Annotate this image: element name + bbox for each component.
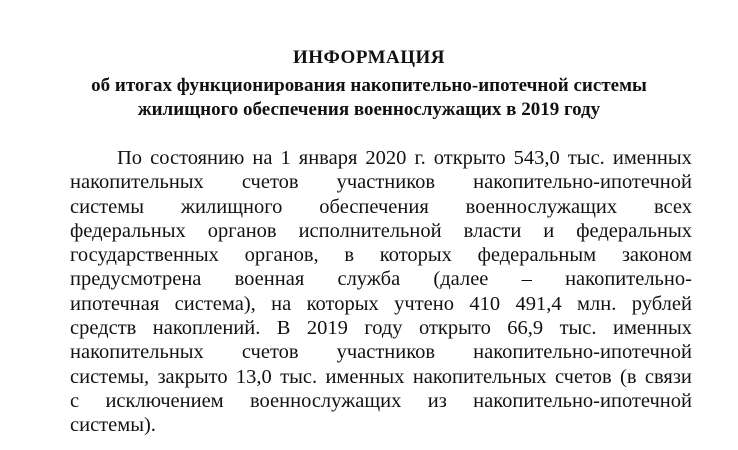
paragraph-word: с xyxy=(70,389,80,412)
paragraph-word: накопительных xyxy=(70,341,204,364)
paragraph-word: средств xyxy=(70,317,137,340)
paragraph-word: г. xyxy=(414,147,426,169)
paragraph-word: накопительно-ипотечной xyxy=(473,341,692,364)
paragraph-word: предусмотрена xyxy=(70,268,202,291)
paragraph-word: именных xyxy=(612,317,692,340)
paragraph-word: исключением xyxy=(105,389,224,412)
paragraph-word: и xyxy=(543,219,555,242)
paragraph-line xyxy=(70,340,692,364)
paragraph-word: накоплений. xyxy=(152,317,261,340)
paragraph-word: всех xyxy=(654,195,692,218)
paragraph-word: которых xyxy=(379,244,452,267)
paragraph-word: открыто xyxy=(418,317,491,340)
paragraph-word: 13,0 xyxy=(235,365,272,388)
paragraph-word: счетов xyxy=(554,365,612,388)
paragraph-word: участников xyxy=(336,171,436,194)
paragraph-word: 410 xyxy=(469,292,501,315)
paragraph-word: обеспечения xyxy=(319,195,429,218)
paragraph-word: федеральных xyxy=(576,219,692,242)
paragraph-word: в xyxy=(344,244,355,267)
paragraph-word: учтено xyxy=(394,292,454,315)
paragraph-word: законом xyxy=(621,244,692,267)
paragraph-word: рублей xyxy=(631,292,692,315)
paragraph-word: (далее xyxy=(433,268,489,291)
body-paragraph xyxy=(70,146,692,438)
paragraph-word: органов, xyxy=(244,244,319,267)
paragraph-line xyxy=(70,267,692,291)
paragraph-word: – xyxy=(521,268,532,291)
paragraph-word: системы). xyxy=(70,414,156,437)
paragraph-line xyxy=(70,146,692,170)
paragraph-line xyxy=(70,219,692,243)
paragraph-word: накопительных xyxy=(70,171,204,194)
document-title: ИНФОРМАЦИЯ xyxy=(292,47,446,68)
document-subtitle-line-2: жилищного обеспечения военнослужащих в 2019 году xyxy=(137,99,601,120)
paragraph-word: (в xyxy=(620,365,637,388)
paragraph-word: открыто xyxy=(433,147,506,169)
paragraph-word: накопительно- xyxy=(565,268,692,291)
paragraph-word: накопительно-ипотечной xyxy=(473,389,692,412)
paragraph-word: 2019 xyxy=(306,317,348,340)
paragraph-word: военная xyxy=(234,268,305,291)
paragraph-word: жилищного xyxy=(180,195,283,218)
paragraph-word: 66,9 xyxy=(507,317,544,340)
paragraph-word: на xyxy=(271,292,292,315)
paragraph-word: 491,4 xyxy=(515,292,562,315)
paragraph-word: 2020 xyxy=(365,147,407,169)
paragraph-word: 543,0 xyxy=(513,147,560,169)
paragraph-word: связи xyxy=(644,365,692,388)
paragraph-word: счетов xyxy=(241,341,299,364)
paragraph-line xyxy=(70,389,692,413)
paragraph-word: счетов xyxy=(241,171,299,194)
paragraph-line xyxy=(70,195,692,219)
paragraph-word: января xyxy=(298,147,358,169)
paragraph-word: По xyxy=(117,147,143,169)
paragraph-word: система), xyxy=(174,292,256,315)
paragraph-word: В xyxy=(276,317,291,340)
paragraph-word: государственных xyxy=(70,244,219,267)
paragraph-word: именных xyxy=(325,365,405,388)
paragraph-line xyxy=(70,243,692,267)
paragraph-word: военнослужащих xyxy=(249,389,402,412)
paragraph-line xyxy=(70,413,692,437)
paragraph-word: состоянию xyxy=(150,147,245,169)
paragraph-word: на xyxy=(252,147,273,169)
paragraph-word: тыс. xyxy=(567,147,605,169)
paragraph-word: 1 xyxy=(280,147,291,169)
paragraph-word: закрыто xyxy=(157,365,228,388)
paragraph-word: из xyxy=(427,389,447,412)
paragraph-line xyxy=(70,170,692,194)
paragraph-word: млн. xyxy=(577,292,617,315)
paragraph-word: которых xyxy=(306,292,379,315)
paragraph-word: федеральных xyxy=(70,219,186,242)
paragraph-line xyxy=(70,292,692,316)
paragraph-word: накопительных xyxy=(412,365,547,388)
paragraph-word: исполнительной xyxy=(298,219,442,242)
paragraph-word: ипотечная xyxy=(70,292,160,315)
paragraph-word: году xyxy=(364,317,403,340)
paragraph-word: служба xyxy=(337,268,401,291)
paragraph-word: тыс. xyxy=(280,365,318,388)
paragraph-word: военнослужащих xyxy=(465,195,618,218)
paragraph-word: власти xyxy=(463,219,522,242)
paragraph-word: органов xyxy=(207,219,277,242)
paragraph-word: системы xyxy=(70,195,144,218)
paragraph-word: участников xyxy=(336,341,436,364)
paragraph-word: тыс. xyxy=(559,317,597,340)
paragraph-word: накопительно-ипотечной xyxy=(473,171,692,194)
paragraph-word: системы, xyxy=(70,365,150,388)
paragraph-line xyxy=(70,316,692,340)
paragraph-word: именных xyxy=(612,147,692,169)
document-subtitle-line-1: об итогах функционирования накопительно-ипотечной системы xyxy=(91,75,647,96)
paragraph-line xyxy=(70,365,692,389)
paragraph-word: федеральным xyxy=(477,244,597,267)
